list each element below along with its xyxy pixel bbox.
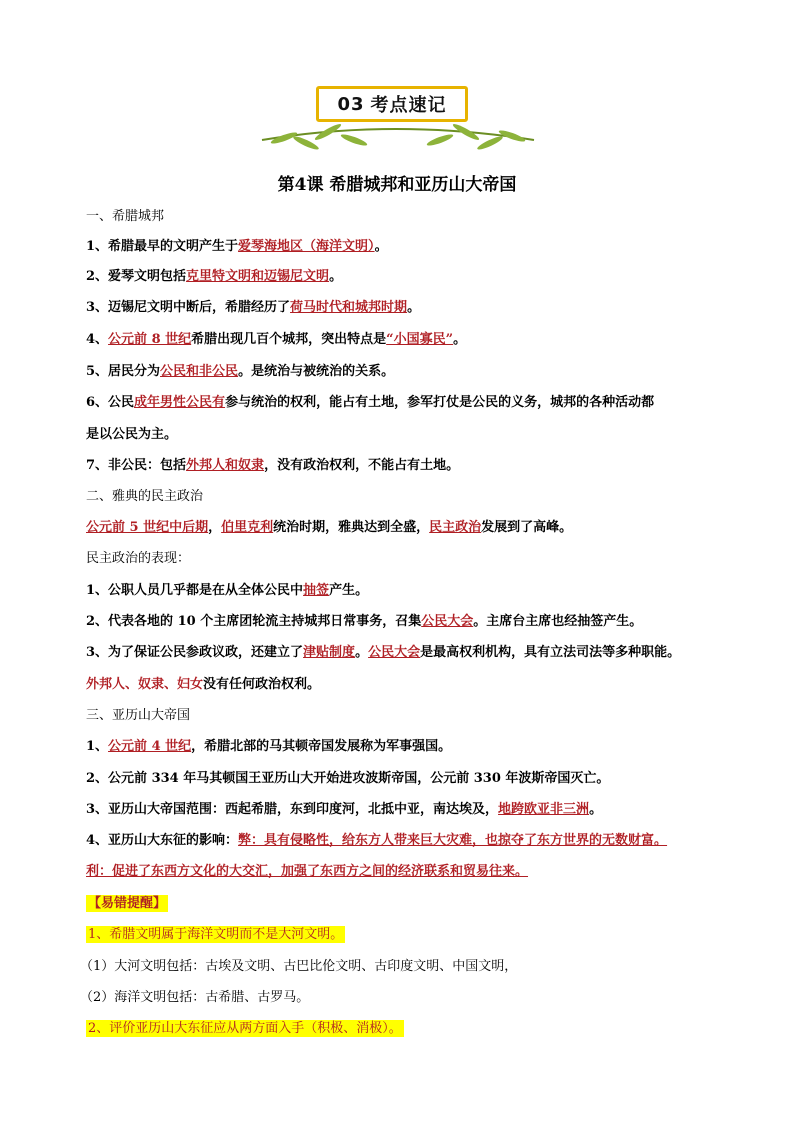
section-badge: [254, 80, 540, 148]
sec2-line-4: 外邦人、奴隶、妇女没有任何政治权利。: [86, 677, 321, 692]
sec3-line-4: 4、亚历山大东征的影响：弊：具有侵略性，给东方人带来巨大灾难，也掠夺了东方世界的无数财富。: [86, 833, 668, 848]
sec1-line-1: 1、希腊最早的文明产生于爱琴海地区（海洋文明）。: [86, 239, 388, 254]
sec2-line-2: 2、代表各地的 10 个主席团轮流主持城邦日常事务，召集公民大会。主席台主席也经抽签产生。: [86, 614, 643, 629]
sec1-line-6: 6、公民成年男性公民有参与统治的权利，能占有土地，参军打仗是公民的义务，城邦的各种活动都: [86, 395, 655, 410]
sec1-line-2: 2、爱琴文明包括克里特文明和迈锡尼文明。: [86, 269, 343, 284]
sec3-line-3: 3、亚历山大帝国范围：西起希腊，东到印度河，北抵中亚，南达埃及，地跨欧亚非三洲。: [86, 802, 603, 817]
sec1-line-7: 7、非公民：包括外邦人和奴隶，没有政治权利，不能占有土地。: [86, 458, 460, 473]
tip-1a: （1）大河文明包括：古埃及文明、古巴比伦文明、古印度文明、中国文明，: [80, 959, 518, 974]
sec1-heading: 一、希腊城邦: [86, 209, 165, 224]
tip-2: 2、评价亚历山大东征应从两方面入手（积极、消极）。: [88, 1021, 402, 1036]
badge-box: [316, 86, 468, 122]
sec2-line-1: 1、公职人员几乎都是在从全体公民中抽签产生。: [86, 583, 369, 598]
sec2-line-3: 3、为了保证公民参政议政，还建立了津贴制度。公民大会是最高权利机构，具有立法司法等多种职能。: [86, 645, 681, 660]
badge-number: 03: [337, 93, 365, 115]
sec1-line-3: 3、迈锡尼文明中断后，希腊经历了荷马时代和城邦时期。: [86, 300, 421, 315]
page-title: 第4课 希腊城邦和亚历山大帝国: [277, 175, 517, 195]
badge-text: 考点速记: [370, 95, 447, 116]
sec1-line-5: 5、居民分为公民和非公民。是统治与被统治的关系。: [86, 364, 395, 379]
sec2-para-1: 公元前 5 世纪中后期，伯里克利统治时期，雅典达到全盛，民主政治发展到了高峰。: [86, 520, 573, 535]
tip-1b: （2）海洋文明包括：古希腊、古罗马。: [80, 990, 310, 1005]
sec3-line-5: 利：促进了东西方文化的大交汇，加强了东西方之间的经济联系和贸易往来。: [86, 864, 529, 879]
sec1-line-6b: 是以公民为主。: [86, 427, 178, 442]
tip-1: 1、希腊文明属于海洋文明而不是大河文明。: [88, 927, 344, 942]
sec2-sub: 民主政治的表现：: [86, 551, 191, 566]
tips-tag: 【易错提醒】: [88, 896, 167, 911]
sec3-line-2: 2、公元前 334 年马其顿国王亚历山大开始进攻波斯帝国，公元前 330 年波斯帝国灭亡。: [86, 771, 610, 786]
sec3-line-1: 1、公元前 4 世纪，希腊北部的马其顿帝国发展称为军事强国。: [86, 739, 452, 754]
sec2-heading: 二、雅典的民主政治: [86, 489, 204, 504]
sec3-heading: 三、亚历山大帝国: [86, 708, 191, 723]
sec1-line-4: 4、公元前 8 世纪希腊出现几百个城邦，突出特点是“小国寡民”。: [86, 332, 467, 347]
